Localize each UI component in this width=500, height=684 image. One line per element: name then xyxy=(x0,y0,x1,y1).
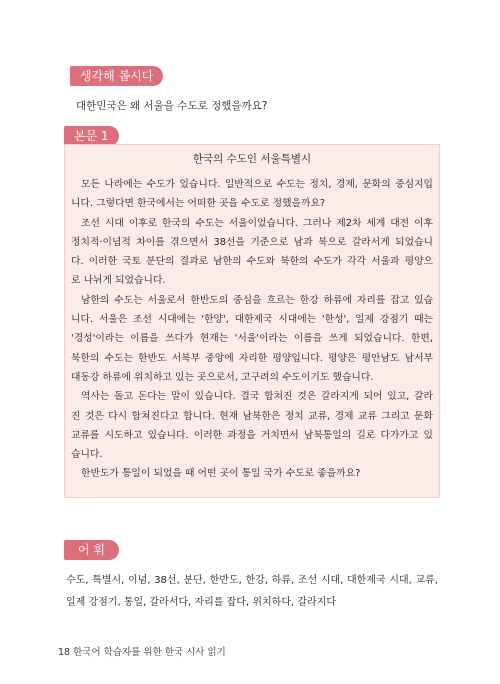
body-line: 다. 이러한 국토 분단의 결과로 남한의 수도와 북한의 수도가 각각 서울과 평양으 xyxy=(71,256,433,268)
reading-panel xyxy=(64,144,440,498)
reading-body xyxy=(71,175,433,484)
vocabulary-line: 수도, 특별시, 이념, 38선, 분단, 한반도, 한강, 하류, 조선 시대, 대한제국 시대, 교류, xyxy=(66,575,438,586)
guiding-question: 대한민국은 왜 서울을 수도로 정했을까요? xyxy=(76,100,268,112)
body-line: 모든 나라에는 수도가 있습니다. 일반적으로 수도는 정치, 경제, 문화의 중심지입 xyxy=(81,179,433,190)
body-line: 정치적·이념적 차이를 겪으면서 38선을 기준으로 남과 북으로 갈라서게 되었습니 xyxy=(71,236,433,248)
body-line: 조선 시대 이후로 한국의 수도는 서울이었습니다. 그러나 제2차 세계 대전 이후 xyxy=(81,217,433,229)
body-line: 북한의 수도는 한반도 서북부 중앙에 자리한 평양입니다. 평양은 평안남도 남서부 xyxy=(71,352,433,364)
body-line: 교류를 시도하고 있습니다. 이러한 과정을 거치면서 남북통일의 길로 다가가고 있 xyxy=(71,429,433,441)
reading-title: 한국의 수도인 서울특별시 xyxy=(192,153,312,165)
vocabulary-tag: 어 휘 xyxy=(64,540,119,560)
body-line: 대동강 하류에 위치하고 있는 곳으로서, 고구려의 수도이기도 했습니다. xyxy=(71,371,374,383)
body-line: 니다. 그렇다면 한국에서는 어떠한 곳을 수도로 정했을까요? xyxy=(71,198,326,210)
body-line: 습니다. xyxy=(71,449,103,461)
body-line: 니다. 서울은 조선 시대에는 '한양', 대한제국 시대에는 '한성', 일제 강점기 때는 xyxy=(71,314,433,326)
vocabulary-line: 일제 강점기, 통일, 갈라서다, 자리를 잡다, 위치하다, 갈라지다 xyxy=(66,597,336,608)
vocabulary-list xyxy=(66,570,438,614)
body-line: 역사는 돌고 돈다는 말이 있습니다. 결국 합쳐진 것은 갈라지게 되어 있고, 갈라 xyxy=(81,391,433,403)
think-section-tag: 생각해 봅시다 xyxy=(70,66,163,86)
main-text-tag: 본문 1 xyxy=(64,126,119,146)
body-line: 진 것은 다시 합쳐진다고 합니다. 현재 남북한은 정치 교류, 경제 교류 그리고 문화 xyxy=(71,410,433,422)
body-line: '경성'이라는 이름을 쓰다가 현재는 '서울'이라는 이름을 쓰게 되었습니다. 한편, xyxy=(71,333,433,345)
body-line: 한반도가 통일이 되었을 때 어떤 곳이 통일 국가 수도로 좋을까요? xyxy=(81,468,361,480)
page-footer: 18 한국어 학습자를 위한 한국 시사 읽기 xyxy=(58,647,226,658)
body-line: 남한의 수도는 서울로서 한반도의 중심을 흐르는 한강 하류에 자리를 잡고 있습 xyxy=(81,294,433,306)
body-line: 로 나뉘게 되었습니다. xyxy=(71,275,166,287)
